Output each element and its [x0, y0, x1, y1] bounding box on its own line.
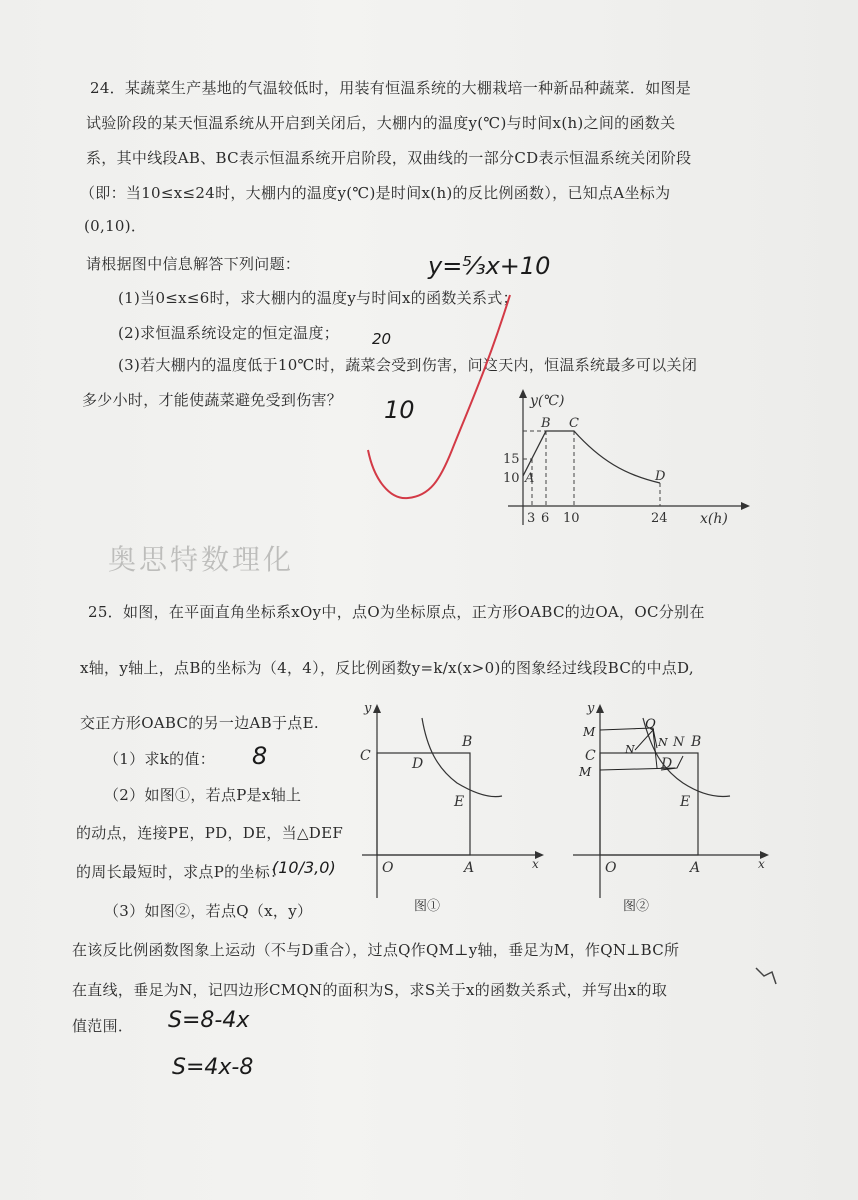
point-C-label: C: [569, 416, 579, 431]
y-tick-10: 10: [503, 471, 520, 486]
fig1-x-label: x: [532, 857, 539, 871]
handwritten-s-answer-2: S=4x-8: [172, 1055, 254, 1080]
q25-line-after-1: 在该反比例函数图象上运动（不与D重合），过点Q作QM⊥y轴，垂足为M，作QN⊥BC所: [72, 941, 680, 959]
fig2-N-label: N: [673, 735, 685, 750]
q25-sub-2c: 的周长最短时，求点P的坐标：: [76, 863, 286, 881]
q24-sub-1: (1)当0≤x≤6时，求大棚内的温度y与时间x的函数关系式；: [118, 289, 518, 307]
fig1-D-label: D: [412, 756, 424, 772]
fig2-hw-M2: M: [579, 765, 592, 779]
q24-line-3: 系，其中线段AB、BC表示恒温系统开启阶段，双曲线的一部分CD表示恒温系统关闭阶段: [86, 149, 692, 167]
fig2-E-label: E: [680, 794, 691, 810]
q25-sub-1: （1）求k的值：: [104, 750, 216, 768]
handwritten-ten: 10: [384, 396, 415, 424]
handwritten-equation: y=⁵⁄₃x+10: [428, 252, 551, 280]
graph-y-label: y(℃): [530, 393, 565, 409]
q25-sub-2a: （2）如图①，若点P是x轴上: [104, 786, 302, 804]
fig2-O-label: O: [605, 860, 617, 876]
q24-sub-3a: (3)若大棚内的温度低于10℃时，蔬菜会受到伤害，问这天内，恒温系统最多可以关闭: [118, 356, 698, 374]
fig1-E-label: E: [454, 794, 465, 810]
x-tick-3: 3: [527, 511, 536, 526]
fig2-B-label: B: [691, 734, 702, 750]
q25-line-after-2: 在直线，垂足为N，记四边形CMQN的面积为S，求S关于x的函数关系式，并写出x的取: [72, 981, 668, 999]
q25-line-1: 25．如图，在平面直角坐标系xOy中，点O为坐标原点，正方形OABC的边OA，OC分别在: [88, 603, 705, 621]
x-tick-6: 6: [541, 511, 550, 526]
fig2-y-label: y: [587, 701, 595, 716]
q24-line-2: 试验阶段的某天恒温系统从开启到关闭后，大棚内的温度y(℃)与时间x(h)之间的函数关: [86, 114, 676, 132]
x-tick-24: 24: [651, 511, 668, 526]
stray-mark: [752, 962, 782, 992]
q24-line-1: 24．某蔬菜生产基地的气温较低时，用装有恒温系统的大棚栽培一种新品种蔬菜．如图是: [90, 79, 692, 97]
watermark-text: 奥思特数理化: [108, 543, 295, 576]
point-B-label: B: [541, 416, 551, 431]
q25-line-3: 交正方形OABC的另一边AB于点E.: [80, 714, 319, 732]
fig2-hw-N: N: [625, 743, 635, 756]
graph-x-label: x(h): [700, 511, 728, 527]
fig2-caption: 图②: [623, 899, 650, 914]
q24-sub-2: (2)求恒温系统设定的恒定温度；: [118, 324, 340, 342]
fig1-O-label: O: [382, 860, 394, 876]
q25-line-2: x轴，y轴上，点B的坐标为（4，4），反比例函数y=k/x(x>0)的图象经过线段BC的中点D,: [80, 659, 694, 677]
fig1-C-label: C: [360, 748, 371, 764]
q25-sub-2b: 的动点，连接PE，PD，DE，当△DEF: [76, 824, 344, 842]
y-tick-15: 15: [503, 452, 520, 467]
figure-1: [352, 698, 552, 918]
q24-prompt: 请根据图中信息解答下列问题：: [86, 255, 301, 273]
fig2-hw-N2: N: [658, 736, 668, 749]
fig1-A-label: A: [464, 860, 475, 876]
q24-sub-3b: 多少小时，才能使蔬菜避免受到伤害？: [82, 391, 343, 409]
point-A-label: A: [525, 471, 535, 486]
fig2-C-label: C: [585, 748, 596, 764]
fig2-D-label: D: [661, 756, 673, 772]
fig1-caption: 图①: [414, 899, 441, 914]
fig1-B-label: B: [462, 734, 473, 750]
x-tick-10: 10: [563, 511, 580, 526]
figure-2: [565, 698, 780, 918]
point-D-label: D: [655, 469, 666, 484]
q25-sub-3a: （3）如图②，若点Q（x，y）: [104, 902, 313, 920]
handwritten-twenty: 20: [372, 330, 392, 348]
q25-line-after-3: 值范围．: [72, 1017, 134, 1035]
fig2-A-label: A: [690, 860, 701, 876]
handwritten-s-answer-1: S=8-4x: [168, 1008, 250, 1033]
q24-line-4: （即：当10≤x≤24时，大棚内的温度y(℃)是时间x(h)的反比例函数），已知点A坐标为: [80, 184, 671, 202]
fig2-hw-Q: Q: [645, 717, 656, 732]
q24-temperature-graph: [490, 385, 760, 535]
handwritten-p-answer: (10/3,0): [272, 858, 336, 877]
fig2-hw-M: M: [583, 725, 596, 739]
fig2-x-label: x: [758, 857, 765, 871]
fig1-y-label: y: [364, 701, 372, 716]
q24-line-5: (0,10)．: [84, 217, 147, 235]
handwritten-k-answer: 8: [252, 742, 268, 770]
